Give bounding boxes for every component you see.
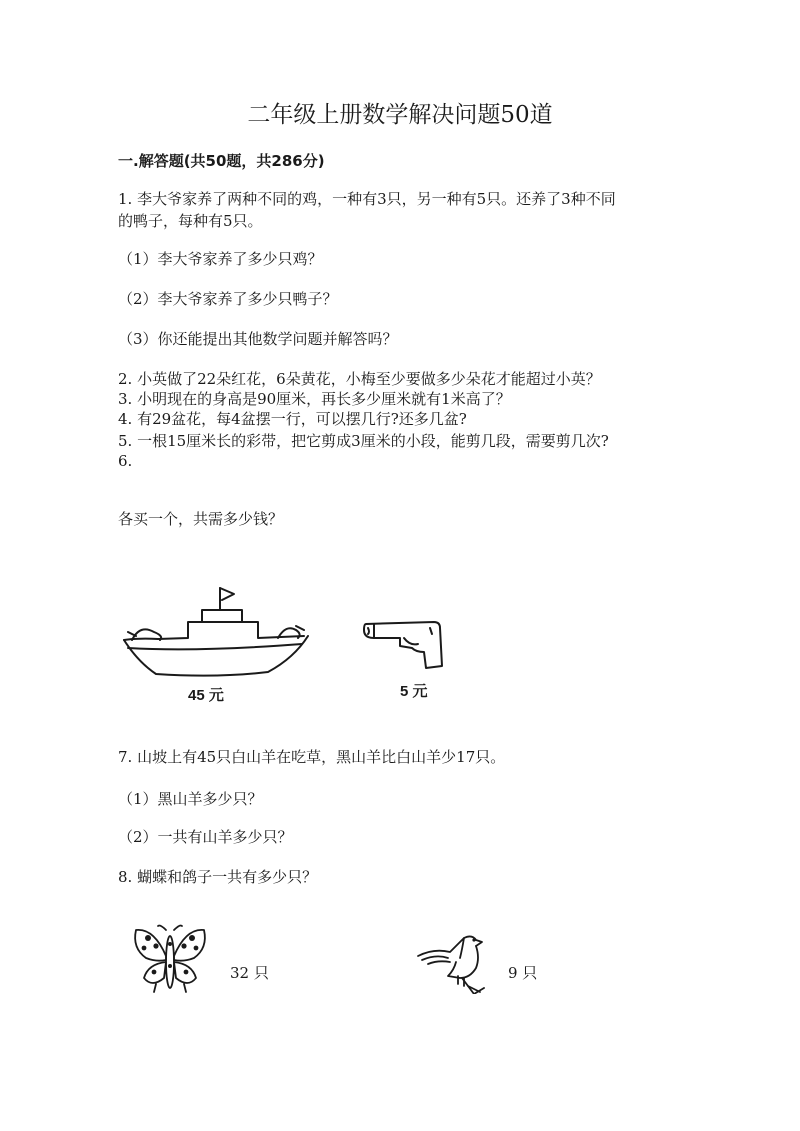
toy-gun-icon xyxy=(360,614,460,674)
butterfly-icon xyxy=(130,922,210,996)
question-1-sub-3: （3）你还能提出其他数学问题并解答吗？ xyxy=(118,330,398,348)
question-1-line-2: 的鸭子，每种有5只。 xyxy=(118,212,263,230)
dove-count: 9 只 xyxy=(508,964,538,982)
question-5: 5. 一根15厘米长的彩带，把它剪成3厘米的小段，能剪几段，需要剪几次? xyxy=(118,432,609,450)
question-2: 2. 小英做了22朵红花，6朵黄花，小梅至少要做多少朵花才能超过小英？ xyxy=(118,370,601,388)
question-4: 4. 有29盆花，每4盆摆一行，可以摆几行?还多几盆? xyxy=(118,410,467,428)
question-1-sub-1: （1）李大爷家养了多少只鸡？ xyxy=(118,250,323,268)
question-7-sub-1: （1）黑山羊多少只？ xyxy=(118,790,263,808)
question-7: 7. 山坡上有45只白山羊在吃草，黑山羊比白山羊少17只。 xyxy=(118,748,506,766)
ship-price: 45 元 xyxy=(188,687,224,704)
question-1-sub-2: （2）李大爷家养了多少只鸭子？ xyxy=(118,290,338,308)
section-heading: 一.解答题(共50题，共286分) xyxy=(118,152,325,170)
question-7-sub-2: （2）一共有山羊多少只？ xyxy=(118,828,293,846)
butterfly-count: 32 只 xyxy=(230,964,269,982)
question-1-line-1: 1. 李大爷家养了两种不同的鸡，一种有3只，另一种有5只。还养了3种不同 xyxy=(118,190,616,208)
question-8: 8. 蝴蝶和鸽子一共有多少只？ xyxy=(118,868,318,886)
question-3: 3. 小明现在的身高是90厘米，再长多少厘米就有1米高了？ xyxy=(118,390,511,408)
gun-price: 5 元 xyxy=(400,683,428,700)
question-6-number: 6. xyxy=(118,452,133,470)
question-6-text: 各买一个，共需多少钱？ xyxy=(118,510,284,528)
dove-icon xyxy=(414,930,498,994)
page-title: 二年级上册数学解决问题50道 xyxy=(247,102,553,128)
warship-icon xyxy=(118,578,318,682)
